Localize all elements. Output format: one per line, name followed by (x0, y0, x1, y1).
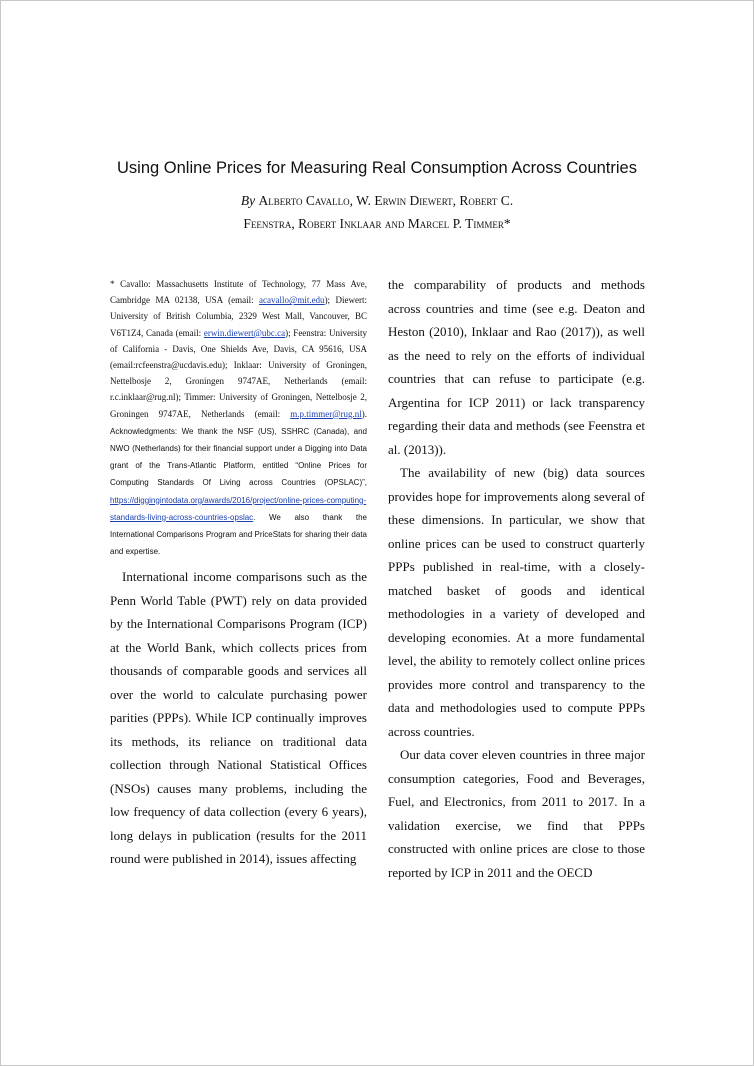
email-link-cavallo[interactable]: acavallo@mit.edu (259, 295, 325, 306)
author-byline (0, 189, 754, 235)
paper-title: Using Online Prices for Measuring Real Consumption Across Countries (117, 159, 637, 177)
author-line-1 (0, 189, 754, 212)
paragraph-data-coverage: Our data cover eleven countries in three major consumption categories, Food and Beverages, Fuel, and Electronics, from 2011 to 2017. In a validation exercise, we find that PPPs constructed with online prices are close to those reported by ICP in 2011 and the OECD (388, 747, 645, 880)
by-label: By (240, 193, 256, 208)
author-footnote (110, 276, 367, 560)
right-column (388, 273, 645, 884)
author-line-2: Feenstra, Robert Inklaar and Marcel P. Timmer* (243, 216, 511, 231)
footnote-affiliation-2: ); Diewert: University of British Columbia, 2329 West Mall, Vancouver, BC V6T1Z4, Canada (email: (110, 295, 368, 338)
footnote-affiliation-end: ). (361, 408, 367, 419)
footnote-marker: * (110, 279, 115, 289)
opslac-project-link[interactable]: https://diggingintodata.org/awards/2016/project/online-prices-computing-standards-living-across-countries-opslac (110, 495, 367, 522)
paragraph-big-data: The availability of new (big) data sources provides hope for improvements along several of these dimensions. In particular, we show that online prices can be used to construct quarterly PPPs published in real-time, with a closely-matched basket of goods and identical methodologies in a variety of developed and developing economies. At a more fundamental level, the ability to remotely collect online prices provides more control and transparency to the data and methodologies used to compute PPPs across countries. (388, 465, 645, 739)
footnote-acknowledgments-end: . We also thank the International Comparisons Program and PriceStats for sharing their data and expertise. (110, 512, 367, 557)
email-link-timmer[interactable]: m.p.timmer@rug.nl (290, 408, 362, 419)
intro-paragraph-continuation: the comparability of products and methods across countries and time (see e.g. Deaton and Heston (2010), Inklaar and Rao (2017)), as well as the need to rely on the efforts of individual countries that can refuse to participate (e.g. Argentina for ICP 2011) or lack transparency regarding their data and methods (see Feenstra et al. (2013)). (388, 277, 645, 457)
footnote-acknowledgments: Acknowledgments: We thank the NSF (US), SSHRC (Canada), and NWO (Netherlands) for their financial support under a Digging into Data grant of the Trans-Atlantic Platform, entitled “Online Prices for Computing Standards Of Living across Countries (OPSLAC)”, (110, 426, 367, 488)
author-names-1: Alberto Cavallo, W. Erwin Diewert, Robert C. (258, 193, 514, 208)
footnote-affiliation-1: Cavallo: Massachusetts Institute of Technology, 77 Mass Ave, Cambridge MA 02138, USA (email: (110, 279, 367, 306)
intro-paragraph-left: International income comparisons such as the Penn World Table (PWT) rely on data provided by the International Comparisons Program (ICP) at the World Bank, which collects prices from thousands of comparable goods and services all over the world to calculate purchasing power parities (PPPs). While ICP continually improves its methods, its reliance on traditional data collection through National Statistical Offices (NSOs) causes many problems, including the low frequency of data collection (every 6 years), long delays in publication (results for the 2011 round were published in 2014), issues affecting (110, 569, 367, 866)
email-link-diewert[interactable]: erwin.diewert@ubc.ca (203, 327, 286, 338)
footnote-affiliation-3: ); Feenstra: University of California - Davis, One Shields Ave, Davis, CA 95616, USA (email:rcfeenstra@ucdavis.edu); Inklaar: University of Groningen, Nettelbosje 2, Groningen 9747AE, Netherlands (email: r.c.inklaar@rug.nl); Timmer: University of Groningen, Nettelbosje 2, Groningen 9747AE, Netherlands (email: (110, 327, 367, 419)
